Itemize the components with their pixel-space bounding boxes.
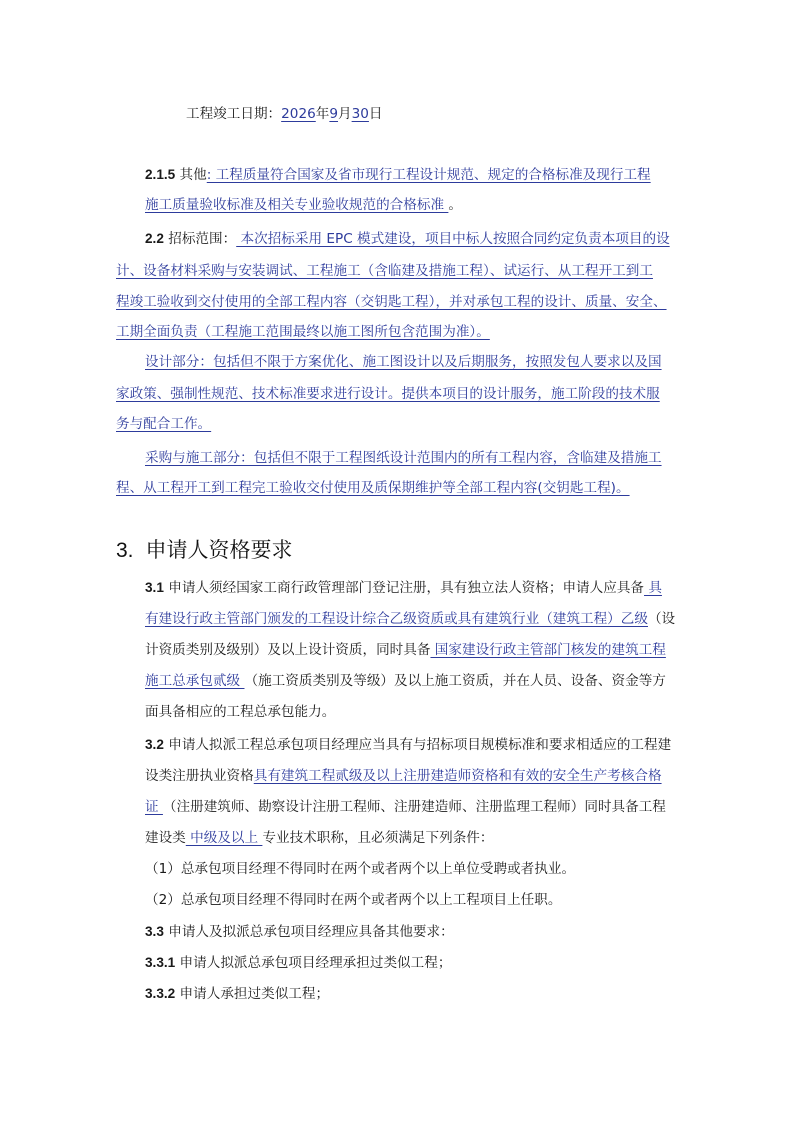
completion-year: 2026 — [281, 106, 316, 122]
section-3-1-line4 — [145, 671, 666, 693]
section-2-1-5-end: 。 — [448, 197, 462, 213]
section-2-2-line3 — [116, 292, 667, 314]
design-line2 — [116, 384, 660, 406]
section-2-1-5-text-2: 施工质量验收标准及相关专业验收规范的合格标准 — [145, 197, 449, 213]
section-3-1-text-4b: （施工资质类别及等级）及以上施工资质，并在人员、设备、资金等方 — [244, 673, 666, 689]
section-3-1-line1 — [145, 578, 662, 600]
procure-text-2: 程、从工程开工到工程完工验收交付使用及质保期维护等全部工程内容(交钥匙工程)。 — [116, 480, 630, 496]
section-3-2-text-3b: （注册建筑师、勘察设计注册工程师、注册建造师、注册监理工程师）同时具备工程 — [162, 799, 666, 815]
section-3-3-1-number: 3.3.1 — [145, 955, 176, 970]
section-3-2-line4 — [145, 828, 494, 850]
completion-date-label: 工程竣工日期： — [186, 106, 282, 122]
completion-month-suffix: 月 — [338, 106, 352, 122]
section-3-2-text-2a: 设类注册执业资格 — [145, 768, 254, 784]
section-3-number: 3. — [116, 539, 134, 562]
section-3-2-line2 — [145, 766, 662, 788]
section-2-2-line1 — [145, 229, 670, 251]
section-3-1-line5 — [145, 702, 335, 724]
condition-item — [145, 890, 561, 912]
section-3-3-2-text: 申请人承担过类似工程； — [175, 986, 330, 1002]
section-2-2-text-1: 本次招标采用 EPC 模式建设，项目中标人按照合同约定负责本项目的设 — [236, 231, 670, 247]
section-3-1-text-4u: 施工总承包贰级 — [145, 673, 245, 689]
section-2-1-5-number: 2.1.5 — [145, 167, 176, 182]
section-3-2-text-4b: 专业技术职称，且必须满足下列条件： — [262, 830, 494, 846]
completion-day: 30 — [351, 106, 369, 122]
section-3-3-1-line — [145, 953, 451, 975]
design-line3 — [116, 414, 211, 436]
section-3-2-line3 — [145, 797, 666, 819]
section-3-1-text-1u: 具 — [644, 580, 662, 596]
section-2-2-number: 2.2 — [145, 231, 164, 246]
condition-text: （2）总承包项目经理不得同时在两个或者两个以上工程项目上任职。 — [145, 892, 562, 908]
section-3-3-number: 3.3 — [145, 924, 164, 939]
section-3-1-number: 3.1 — [145, 580, 164, 595]
design-text-2: 家政策、强制性规范、技术标准要求进行设计。提供本项目的设计服务，施工阶段的技术服 — [116, 386, 660, 402]
procure-line2 — [116, 478, 630, 500]
design-text-3: 务与配合工作。 — [116, 416, 212, 432]
section-3-3-2-line — [145, 984, 329, 1006]
section-3-title: 申请人资格要求 — [145, 538, 293, 562]
section-2-2-text-2: 计、设备材料采购与安装调试、工程施工（含临建及措施工程）、试运行、从工程开工到工 — [116, 263, 653, 279]
section-2-2-line4 — [116, 322, 490, 344]
section-2-2-text-4: 工期全面负责（工程施工范围最终以施工图所包含范围为准）。 — [116, 324, 490, 340]
section-3-1-text-3u: 国家建设行政主管部门核发的建筑工程 — [430, 642, 666, 658]
section-3-3-2-number: 3.3.2 — [145, 986, 176, 1001]
section-2-2-label: 招标范围： — [163, 231, 237, 247]
section-3-1-line3 — [145, 640, 666, 662]
section-3-1-text-2b: （设 — [647, 611, 676, 627]
section-3-heading — [116, 535, 293, 566]
section-3-1-text-5: 面具备相应的工程总承包能力。 — [145, 704, 336, 720]
completion-month: 9 — [329, 106, 339, 122]
section-3-2-text-4u: 中级及以上 — [185, 830, 263, 846]
section-3-2-text-3u: 证 — [145, 799, 163, 815]
section-2-2-text-3: 程竣工验收到交付使用的全部工程内容（交钥匙工程），并对承包工程的设计、质量、安全、 — [116, 294, 667, 310]
section-3-3-1-text: 申请人拟派总承包项目经理承担过类似工程； — [175, 955, 452, 971]
section-3-2-text-2u: 具有建筑工程贰级及以上注册建造师资格和有效的安全生产考核合格 — [253, 768, 662, 784]
section-3-3-line — [145, 922, 454, 944]
design-text-1: 设计部分：包括但不限于方案优化、施工图设计以及后期服务，按照发包人要求以及国 — [145, 354, 662, 370]
section-3-1-text-2u: 有建设行政主管部门颁发的工程设计综合乙级资质或具有建筑行业（建筑工程）乙级 — [145, 611, 648, 627]
completion-year-suffix: 年 — [315, 106, 330, 122]
section-3-1-text-1a: 申请人须经国家工商行政管理部门登记注册，具有独立法人资格；申请人应具备 — [163, 580, 645, 596]
section-2-1-5-label: 其他 — [175, 167, 207, 183]
design-line1 — [145, 352, 662, 374]
section-3-2-number: 3.2 — [145, 737, 164, 752]
condition-text: （1）总承包项目经理不得同时在两个或者两个以上单位受聘或者执业。 — [145, 861, 576, 877]
section-2-1-5-text-1: : 工程质量符合国家及省市现行工程设计规范、规定的合格标准及现行工程 — [206, 167, 651, 183]
completion-date-line — [186, 104, 383, 126]
procure-line1 — [145, 448, 662, 470]
section-3-1-line2 — [145, 609, 675, 631]
procure-text-1: 采购与施工部分：包括但不限于工程图纸设计范围内的所有工程内容，含临建及措施工 — [145, 450, 662, 466]
section-2-1-5-line2 — [145, 195, 462, 217]
section-2-2-line2 — [116, 261, 653, 283]
section-3-1-text-3a: 计资质类别及级别）及以上设计资质，同时具备 — [145, 642, 431, 658]
section-3-2-text-4a: 建设类 — [145, 830, 186, 846]
completion-day-suffix: 日 — [368, 106, 383, 122]
section-3-2-text-1: 申请人拟派工程总承包项目经理应当具有与招标项目规模标准和要求相适应的工程建 — [163, 737, 672, 753]
section-3-3-text: 申请人及拟派总承包项目经理应具备其他要求： — [163, 924, 454, 940]
section-3-2-line1 — [145, 735, 671, 757]
section-2-1-5-line1 — [145, 165, 651, 187]
condition-item — [145, 859, 575, 881]
